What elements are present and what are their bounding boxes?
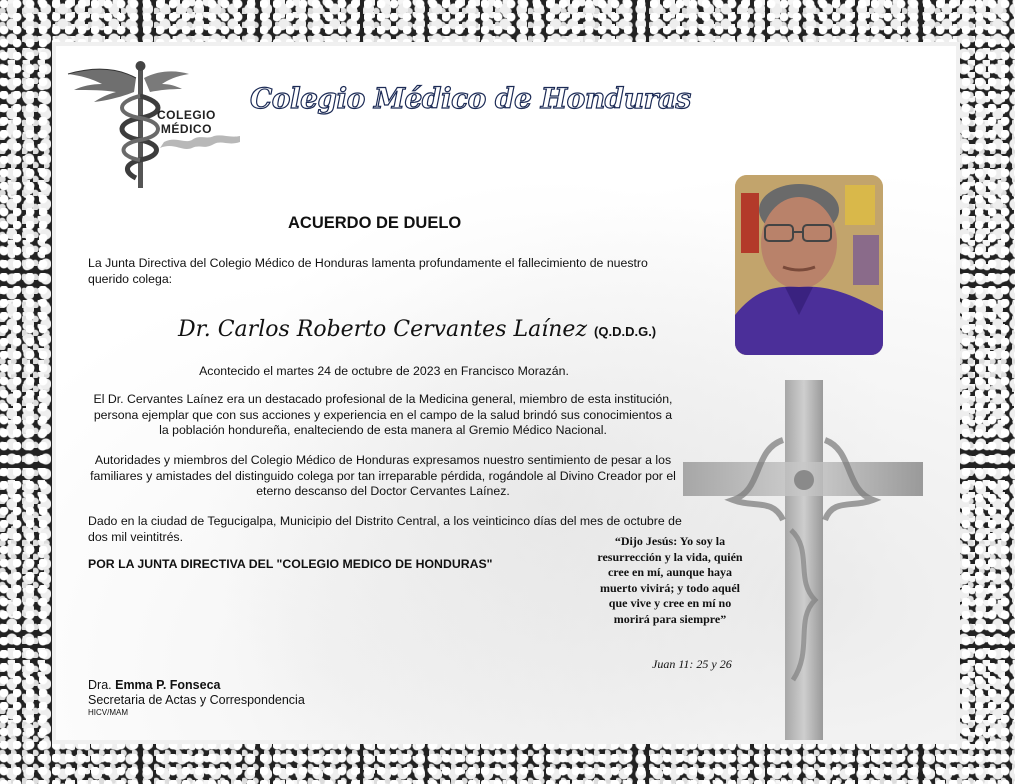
bible-citation: Juan 11: 25 y 26 <box>652 657 732 671</box>
notice-heading: ACUERDO DE DUELO <box>288 214 462 232</box>
deceased-name-line <box>178 317 656 342</box>
tribute-text: El Dr. Cervantes Laínez era un destacado profesional de la Medicina general, miembro de esta institución, persona ejemplar que con sus acciones y experiencia en el campo de la salud brindó sus conocimientos a la población hondureña, enalteciendo de esta manera al Gremio Médico Nacional. <box>93 392 673 437</box>
bible-quote: “Dijo Jesús: Yo soy la resurrección y la vida, quién cree en mí, aunque haya muerto vivirá; y todo aquél que vive y cree en mí no morirá para siempre” <box>597 534 743 626</box>
signer-name-line <box>88 678 305 693</box>
board-signature-line: POR LA JUNTA DIRECTIVA DEL "COLEGIO MEDICO DE HONDURAS" <box>88 557 493 571</box>
condolence-text: Autoridades y miembros del Colegio Médico de Honduras expresamos nuestro sentimiento de pesar a los familiares y amistades del distinguido colega por tan irreparable pérdida, rogándole al Divino Creador por el eterno descanso del Doctor Cervantes Laínez. <box>90 453 676 498</box>
portrait-image-icon <box>735 175 883 355</box>
signature-block <box>88 678 305 717</box>
event-text: Acontecido el martes 24 de octubre de 2023 en Francisco Morazán. <box>199 364 569 378</box>
portrait-photo <box>735 175 883 355</box>
signer-initials: HICV/MAM <box>88 708 128 717</box>
logo-text-line1: COLEGIO <box>157 108 216 122</box>
intro-text: La Junta Directiva del Colegio Médico de Honduras lamenta profundamente el fallecimiento de nuestro querido colega: <box>88 256 648 286</box>
signer-role: Secretaria de Actas y Correspondencia <box>88 693 305 707</box>
caduceus-logo-icon <box>64 56 244 191</box>
organization-title: Colegio Médico de Honduras <box>250 82 691 115</box>
signer-name: Emma P. Fonseca <box>115 678 221 692</box>
deceased-name: Dr. Carlos Roberto Cervantes Laínez <box>178 317 588 342</box>
given-at-text: Dado en la ciudad de Tegucigalpa, Municipio del Distrito Central, a los veinticinco días del mes de octubre de dos mil veintitrés. <box>88 514 682 544</box>
deceased-suffix: (Q.D.D.G.) <box>594 324 657 339</box>
signer-title: Dra. <box>88 678 112 692</box>
logo-text-line2: MÉDICO <box>160 122 212 136</box>
logo-text <box>157 108 216 136</box>
